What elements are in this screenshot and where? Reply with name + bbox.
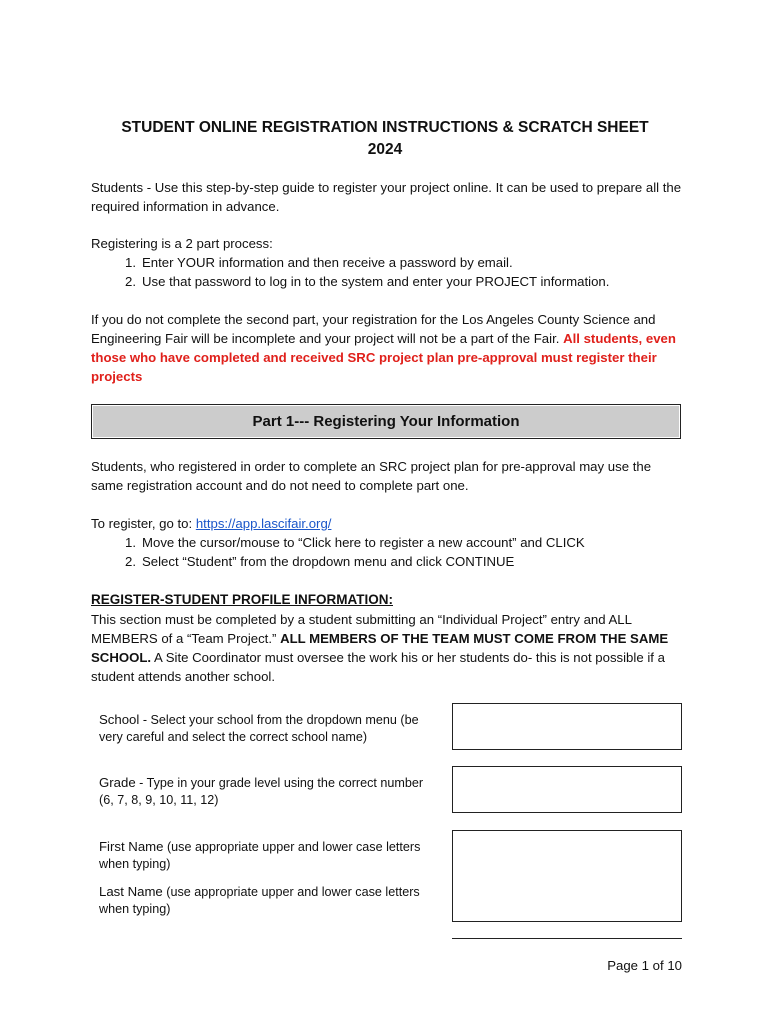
- page-number: Page 1 of 10: [607, 958, 682, 973]
- step-number: 1.: [125, 535, 136, 550]
- process-step-1: [91, 253, 513, 272]
- last-name-field-label: [99, 884, 429, 917]
- field-desc: - Select your school from the dropdown menu (be very careful and select the correct school name): [99, 713, 419, 744]
- process-step-2: [91, 272, 609, 291]
- field-name: Last Name: [99, 884, 163, 899]
- school-input-box[interactable]: [452, 703, 682, 750]
- profile-desc-a: This section must be completed by a student submitting an “Individual Project” entry and ALL MEMBERS of a “Team Project.”: [91, 612, 632, 646]
- step-text: Move the cursor/mouse to “Click here to register a new account” and CLICK: [142, 535, 585, 550]
- grade-input-box[interactable]: [452, 766, 682, 813]
- part1-heading: Part 1--- Registering Your Information: [252, 413, 520, 430]
- field-name: School: [99, 712, 140, 727]
- warning-red-text: All students, even those who have completed and received SRC project plan pre-approval must register their projects: [91, 331, 676, 384]
- part1-note: Students, who registered in order to complete an SRC project plan for pre-approval may use the same registration account and do not need to complete part one.: [91, 459, 652, 493]
- first-name-field-label: [99, 839, 429, 872]
- warning-paragraph: [91, 310, 683, 386]
- step-number: 1.: [125, 255, 136, 270]
- register-line: [91, 514, 683, 533]
- step-text: Select “Student” from the dropdown menu and click CONTINUE: [142, 554, 515, 569]
- register-link[interactable]: https://app.lascifair.org/: [195, 516, 332, 531]
- field-name: First Name: [99, 839, 164, 854]
- title-line-2: 2024: [367, 141, 403, 158]
- profile-heading: REGISTER-STUDENT PROFILE INFORMATION:: [91, 592, 393, 607]
- document-title: [90, 117, 680, 161]
- warning-text: If you do not complete the second part, your registration for the Los Angeles County Science and Engineering Fair will be incomplete and your project will not be a part of the Fair.: [91, 312, 656, 346]
- field-desc: - Type in your grade level using the correct number (6, 7, 8, 9, 10, 11, 12): [99, 776, 424, 807]
- part1-heading-box: [91, 404, 681, 439]
- register-prefix: To register, go to:: [91, 516, 196, 531]
- last-name-input-box[interactable]: [452, 875, 682, 922]
- profile-desc-b: A Site Coordinator must oversee the work his or her students do- this is not possible if a student attends another school.: [91, 650, 665, 684]
- step-number: 2.: [125, 554, 136, 569]
- step-text: Use that password to log in to the system and enter your PROJECT information.: [142, 274, 610, 289]
- title-line-1: STUDENT ONLINE REGISTRATION INSTRUCTIONS & SCRATCH SHEET: [121, 119, 649, 136]
- profile-desc-bold: ALL MEMBERS OF THE TEAM MUST COME FROM THE SAME SCHOOL.: [91, 631, 669, 665]
- intro-paragraph: Students - Use this step-by-step guide to register your project online. It can be used to prepare all the required information in advance.: [91, 180, 682, 214]
- footer-divider: [452, 938, 682, 939]
- process-lead: Registering is a 2 part process:: [91, 236, 273, 251]
- step-text: Enter YOUR information and then receive a password by email.: [142, 255, 513, 270]
- field-name: Grade: [99, 775, 136, 790]
- register-step-2: [91, 552, 514, 571]
- first-name-input-box[interactable]: [452, 830, 682, 877]
- grade-field-label: [99, 775, 429, 808]
- school-field-label: [99, 712, 429, 745]
- field-desc: (use appropriate upper and lower case letters when typing): [99, 885, 420, 916]
- field-desc: (use appropriate upper and lower case letters when typing): [99, 840, 421, 871]
- register-step-1: [91, 533, 585, 552]
- step-number: 2.: [125, 274, 136, 289]
- profile-description: [91, 610, 683, 686]
